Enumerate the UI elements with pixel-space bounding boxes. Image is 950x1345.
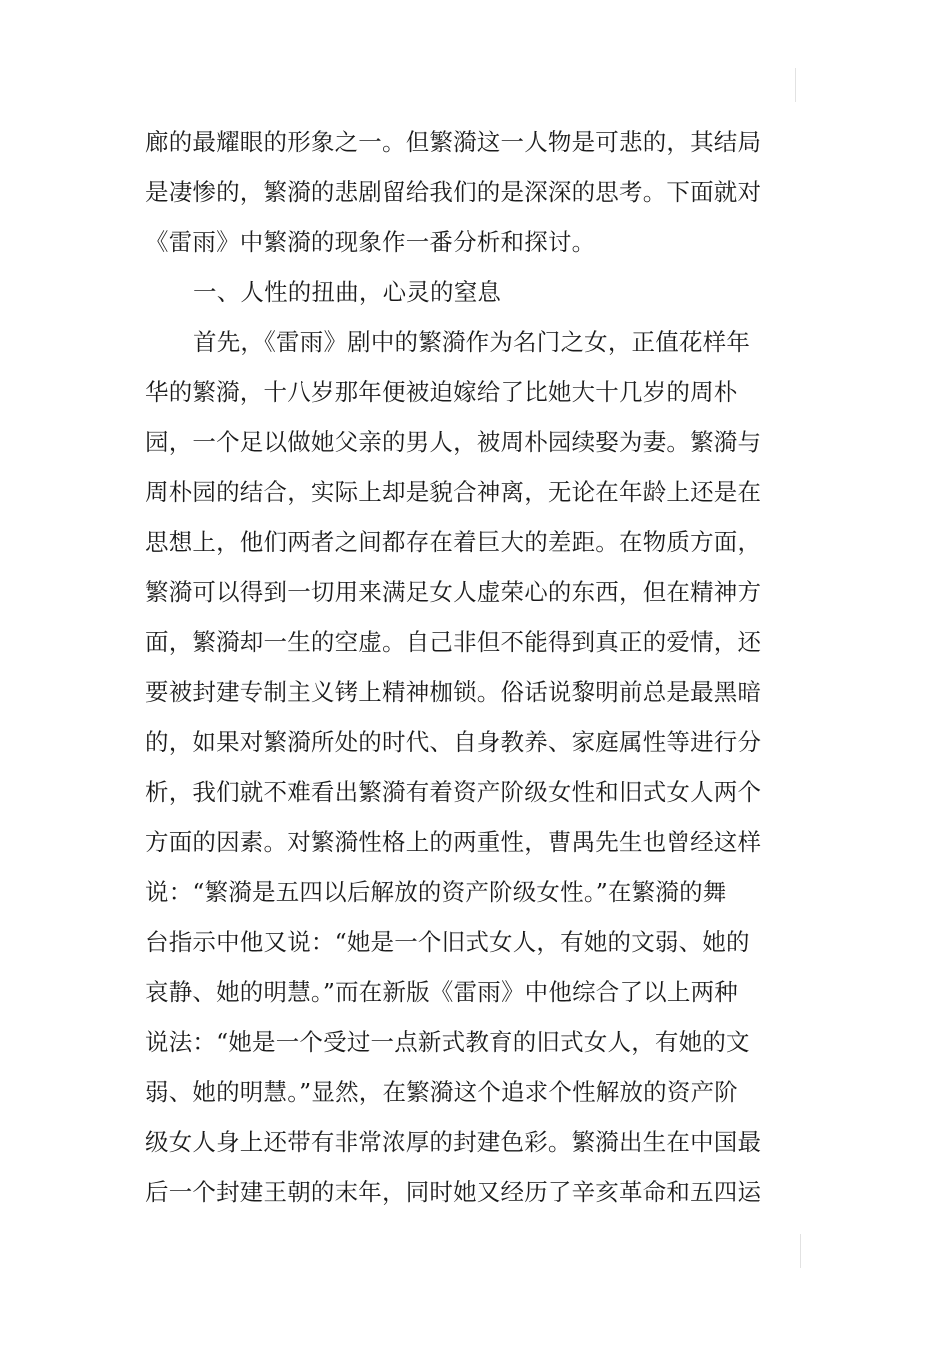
text-line: 华的繁漪，十八岁那年便被迫嫁给了比她大十几岁的周朴	[145, 378, 738, 406]
text-line: 析，我们就不难看出繁漪有着资产阶级女性和旧式女人两个	[145, 778, 762, 806]
text-line: 周朴园的结合，实际上却是貌合神离，无论在年龄上还是在	[145, 478, 762, 506]
text-line: 繁漪可以得到一切用来满足女人虚荣心的东西，但在精神方	[145, 578, 762, 606]
page-edge-mark-top	[795, 68, 796, 102]
text-line: 后一个封建王朝的末年，同时她又经历了辛亥革命和五四运	[145, 1178, 762, 1206]
text-line: 要被封建专制主义铐上精神枷锁。俗话说黎明前总是最黑暗	[145, 678, 762, 706]
section-heading: 一、人性的扭曲，心灵的窒息	[193, 278, 502, 306]
text-line: 弱、她的明慧。”显然，在繁漪这个追求个性解放的资产阶	[145, 1078, 738, 1106]
text-line: 说：“繁漪是五四以后解放的资产阶级女性。”在繁漪的舞	[145, 878, 727, 906]
text-line: 哀静、她的明慧。”而在新版《雷雨》中他综合了以上两种	[145, 978, 738, 1006]
text-line: 园，一个足以做她父亲的男人，被周朴园续娶为妻。繁漪与	[145, 428, 762, 456]
text-line: 思想上，他们两者之间都存在着巨大的差距。在物质方面，	[145, 528, 762, 556]
document-body	[145, 117, 762, 1217]
text-line: 《雷雨》中繁漪的现象作一番分析和探讨。	[145, 228, 596, 256]
text-line: 级女人身上还带有非常浓厚的封建色彩。繁漪出生在中国最	[145, 1128, 762, 1156]
text-line: 台指示中他又说：“她是一个旧式女人，有她的文弱、她的	[145, 928, 750, 956]
text-line: 的，如果对繁漪所处的时代、自身教养、家庭属性等进行分	[145, 728, 762, 756]
page-edge-mark-bottom	[800, 1234, 801, 1268]
text-line: 方面的因素。对繁漪性格上的两重性，曹禺先生也曾经这样	[145, 828, 762, 856]
text-line: 廊的最耀眼的形象之一。但繁漪这一人物是可悲的，其结局	[145, 128, 762, 156]
text-line: 面，繁漪却一生的空虚。自己非但不能得到真正的爱情，还	[145, 628, 762, 656]
text-line: 是凄惨的，繁漪的悲剧留给我们的是深深的思考。下面就对	[145, 178, 762, 206]
paragraph-first-line: 首先，《雷雨》剧中的繁漪作为名门之女，正值花样年	[193, 328, 751, 356]
text-line: 说法：“她是一个受过一点新式教育的旧式女人，有她的文	[145, 1028, 750, 1056]
